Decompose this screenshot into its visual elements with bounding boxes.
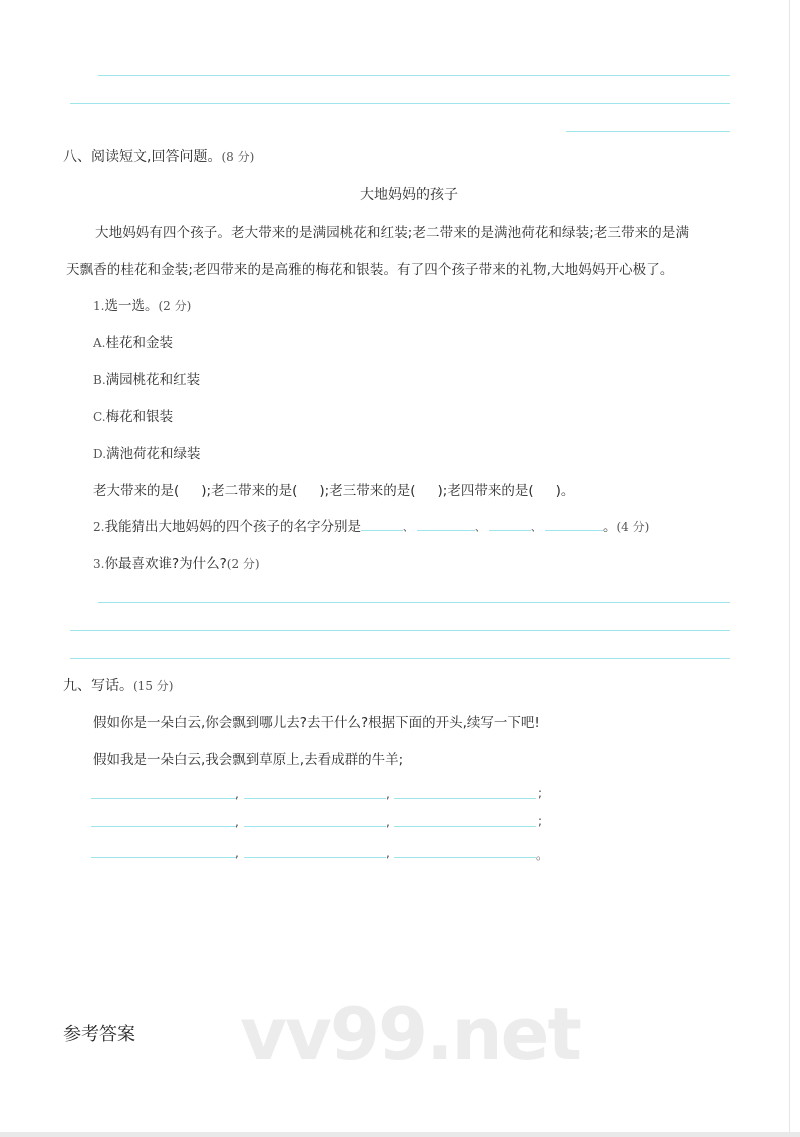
q3-answer-line[interactable] (70, 630, 730, 631)
q3-text: 你最喜欢谁?为什么? (104, 556, 227, 572)
fill-prefix: 老三带来的是( (329, 483, 416, 499)
option-text: 满园桃花和红装 (105, 372, 201, 388)
option-text: 梅花和银装 (105, 409, 174, 425)
section-8-score: (8 分) (221, 150, 255, 164)
page-bottom-edge (0, 1132, 800, 1137)
q1-score: (2 分) (158, 299, 192, 313)
fill-suffix: )。 (555, 483, 575, 499)
section-9-title: 九、写话。 (63, 678, 133, 694)
comma: , (235, 787, 239, 801)
section-8-title: 八、阅读短文,回答问题。 (63, 149, 222, 165)
writing-line[interactable] (244, 798, 386, 799)
option-b (93, 371, 200, 389)
semicolon: ; (538, 814, 543, 828)
option-d (93, 445, 201, 463)
q2-row (93, 518, 649, 538)
section-9-score: (15 分) (133, 679, 174, 693)
fill-prefix: 老四带来的是( (447, 483, 534, 499)
q3-row (93, 555, 260, 573)
answer-line[interactable] (566, 131, 730, 132)
option-text: 满池荷花和绿装 (106, 446, 201, 462)
period: 。 (602, 519, 617, 535)
writing-line[interactable] (394, 857, 536, 858)
passage-line-1: 大地妈妈有四个孩子。老大带来的是满园桃花和红装;老二带来的是满池荷花和绿装;老三带来的是满 (95, 225, 690, 241)
comma: , (235, 815, 239, 829)
section-8-heading (63, 148, 254, 166)
option-c (93, 408, 173, 426)
fill-prefix: 老大带来的是( (93, 483, 180, 499)
writing-line[interactable] (91, 857, 236, 858)
q3-answer-line[interactable] (70, 658, 730, 659)
section-9-heading (63, 677, 173, 695)
comma: , (235, 846, 239, 860)
comma: , (386, 787, 390, 801)
writing-line[interactable] (244, 857, 386, 858)
separator: 、 (402, 523, 413, 534)
name-blank-4[interactable] (545, 518, 603, 531)
writing-prompt: 假如你是一朵白云,你会飘到哪儿去?去干什么?根据下面的开头,续写一下吧! (93, 715, 540, 731)
option-letter: B. (93, 373, 106, 387)
q3-number: 3. (93, 557, 105, 571)
passage-line-2: 天飘香的桂花和金装;老四带来的是高雅的梅花和银装。有了四个孩子带来的礼物,大地妈妈开心极了。 (66, 262, 674, 278)
semicolon: ; (538, 786, 543, 800)
writing-line[interactable] (394, 798, 536, 799)
fill-suffix: ); (319, 483, 330, 499)
q2-score: (4 分) (616, 520, 650, 534)
passage-title: 大地妈妈的孩子 (360, 187, 458, 203)
writing-start: 假如我是一朵白云,我会飘到草原上,去看成群的牛羊; (93, 752, 404, 768)
fill-prefix: 老二带来的是( (211, 483, 298, 499)
q2-text: 我能猜出大地妈妈的四个孩子的名字分别是 (104, 519, 361, 535)
watermark: vv99.net (240, 992, 580, 1076)
writing-line[interactable] (91, 826, 236, 827)
comma: , (386, 815, 390, 829)
q1-text: 选一选。 (104, 298, 159, 314)
fill-suffix: ); (201, 483, 212, 499)
q3-answer-line[interactable] (98, 602, 730, 603)
q1-prompt (93, 297, 191, 315)
name-blank-1[interactable] (361, 518, 403, 531)
q2-number: 2. (93, 520, 105, 534)
name-blank-3[interactable] (489, 518, 531, 531)
period: 。 (536, 848, 549, 862)
option-letter: A. (93, 336, 106, 350)
writing-line[interactable] (244, 826, 386, 827)
answer-line[interactable] (98, 75, 730, 76)
q3-score: (2 分) (226, 557, 260, 571)
option-a (93, 334, 173, 352)
separator: 、 (474, 523, 485, 534)
option-letter: D. (93, 447, 107, 461)
writing-line[interactable] (394, 826, 536, 827)
separator: 、 (530, 523, 541, 534)
answers-title: 参考答案 (63, 1024, 135, 1045)
writing-line[interactable] (91, 798, 236, 799)
fill-suffix: ); (437, 483, 448, 499)
answer-line[interactable] (70, 103, 730, 104)
q1-fill-row (93, 482, 574, 500)
q1-number: 1. (93, 299, 105, 313)
option-letter: C. (93, 410, 106, 424)
comma: , (386, 846, 390, 860)
name-blank-2[interactable] (417, 518, 475, 531)
option-text: 桂花和金装 (105, 335, 173, 351)
